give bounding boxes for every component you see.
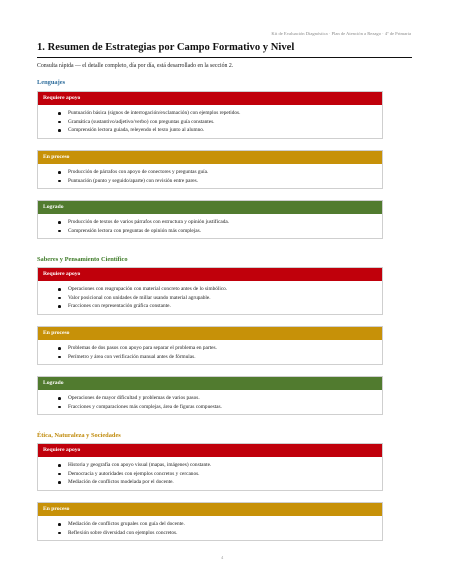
card-saberes-logrado	[37, 376, 383, 415]
running-header: Kit de Evaluación Diagnóstica · Plan de Atención a Rezago · 4º de Primaria	[271, 31, 411, 36]
level-label: Logrado	[38, 377, 382, 390]
card-lenguajes-en-proceso	[37, 150, 383, 189]
card-etica-en-proceso	[37, 502, 383, 541]
strategy-item: Gramática (sustantivo/adjetivo/verbo) con preguntas guía constantes.	[38, 118, 382, 127]
level-label: Requiere apoyo	[38, 268, 382, 281]
strategy-list	[38, 164, 382, 188]
strategy-item: Puntuación (punto y seguido/aparte) con revisión entre pares.	[38, 177, 382, 186]
strategy-list	[38, 281, 382, 314]
page-title: 1. Resumen de Estrategias por Campo Formativo y Nivel	[37, 42, 295, 53]
title-rule	[37, 57, 412, 58]
strategy-item: Historia y geografía con apoyo visual (mapas, imágenes) constante.	[38, 461, 382, 470]
strategy-list	[38, 214, 382, 238]
level-label: En proceso	[38, 503, 382, 516]
strategy-list	[38, 390, 382, 414]
section-heading-saberes: Saberes y Pensamiento Científico	[37, 256, 128, 263]
level-label: En proceso	[38, 327, 382, 340]
card-saberes-requiere-apoyo	[37, 267, 383, 315]
strategy-item: Fracciones con representación gráfica constante.	[38, 302, 382, 311]
strategy-item: Mediación de conflictos modelada por el docente.	[38, 478, 382, 487]
strategy-item: Mediación de conflictos grupales con guía del docente.	[38, 520, 382, 529]
card-lenguajes-logrado	[37, 200, 383, 239]
card-lenguajes-requiere-apoyo	[37, 91, 383, 139]
strategy-item: Democracia y autoridades con ejemplos concretos y cercanos.	[38, 470, 382, 479]
strategy-item: Comprensión lectora con preguntas de opinión más complejas.	[38, 227, 382, 236]
level-label: Logrado	[38, 201, 382, 214]
strategy-list	[38, 340, 382, 364]
level-label: Requiere apoyo	[38, 92, 382, 105]
intro-text: Consulta rápida — el detalle completo, día por día, está desarrollado en la sección 2.	[37, 63, 234, 69]
strategy-item: Reflexión sobre diversidad con ejemplos concretos.	[38, 529, 382, 538]
level-label: Requiere apoyo	[38, 444, 382, 457]
strategy-item: Valor posicional con unidades de millar usando material agrupable.	[38, 294, 382, 303]
strategy-item: Problemas de dos pasos con apoyo para separar el problema en partes.	[38, 344, 382, 353]
strategy-item: Operaciones de mayor dificultad y problemas de varios pasos.	[38, 394, 382, 403]
card-saberes-en-proceso	[37, 326, 383, 365]
strategy-list	[38, 516, 382, 540]
section-heading-lenguajes: Lenguajes	[37, 79, 66, 86]
strategy-list	[38, 457, 382, 490]
card-etica-requiere-apoyo	[37, 443, 383, 491]
strategy-item: Comprensión lectora guiada, releyendo el texto junto al alumno.	[38, 126, 382, 135]
strategy-item: Perímetro y área con verificación manual antes de fórmulas.	[38, 353, 382, 362]
page-number: 4	[221, 555, 224, 560]
strategy-item: Operaciones con reagrupación con material concreto antes de lo simbólico.	[38, 285, 382, 294]
strategy-item: Puntuación básica (signos de interrogación/exclamación) con ejemplos repetidos.	[38, 109, 382, 118]
strategy-list	[38, 105, 382, 138]
level-label: En proceso	[38, 151, 382, 164]
strategy-item: Producción de textos de varios párrafos con estructura y opinión justificada.	[38, 218, 382, 227]
section-heading-etica: Ética, Naturaleza y Sociedades	[37, 432, 121, 439]
strategy-item: Fracciones y comparaciones más complejas, área de figuras compuestas.	[38, 403, 382, 412]
strategy-item: Producción de párrafos con apoyo de conectores y preguntas guía.	[38, 168, 382, 177]
